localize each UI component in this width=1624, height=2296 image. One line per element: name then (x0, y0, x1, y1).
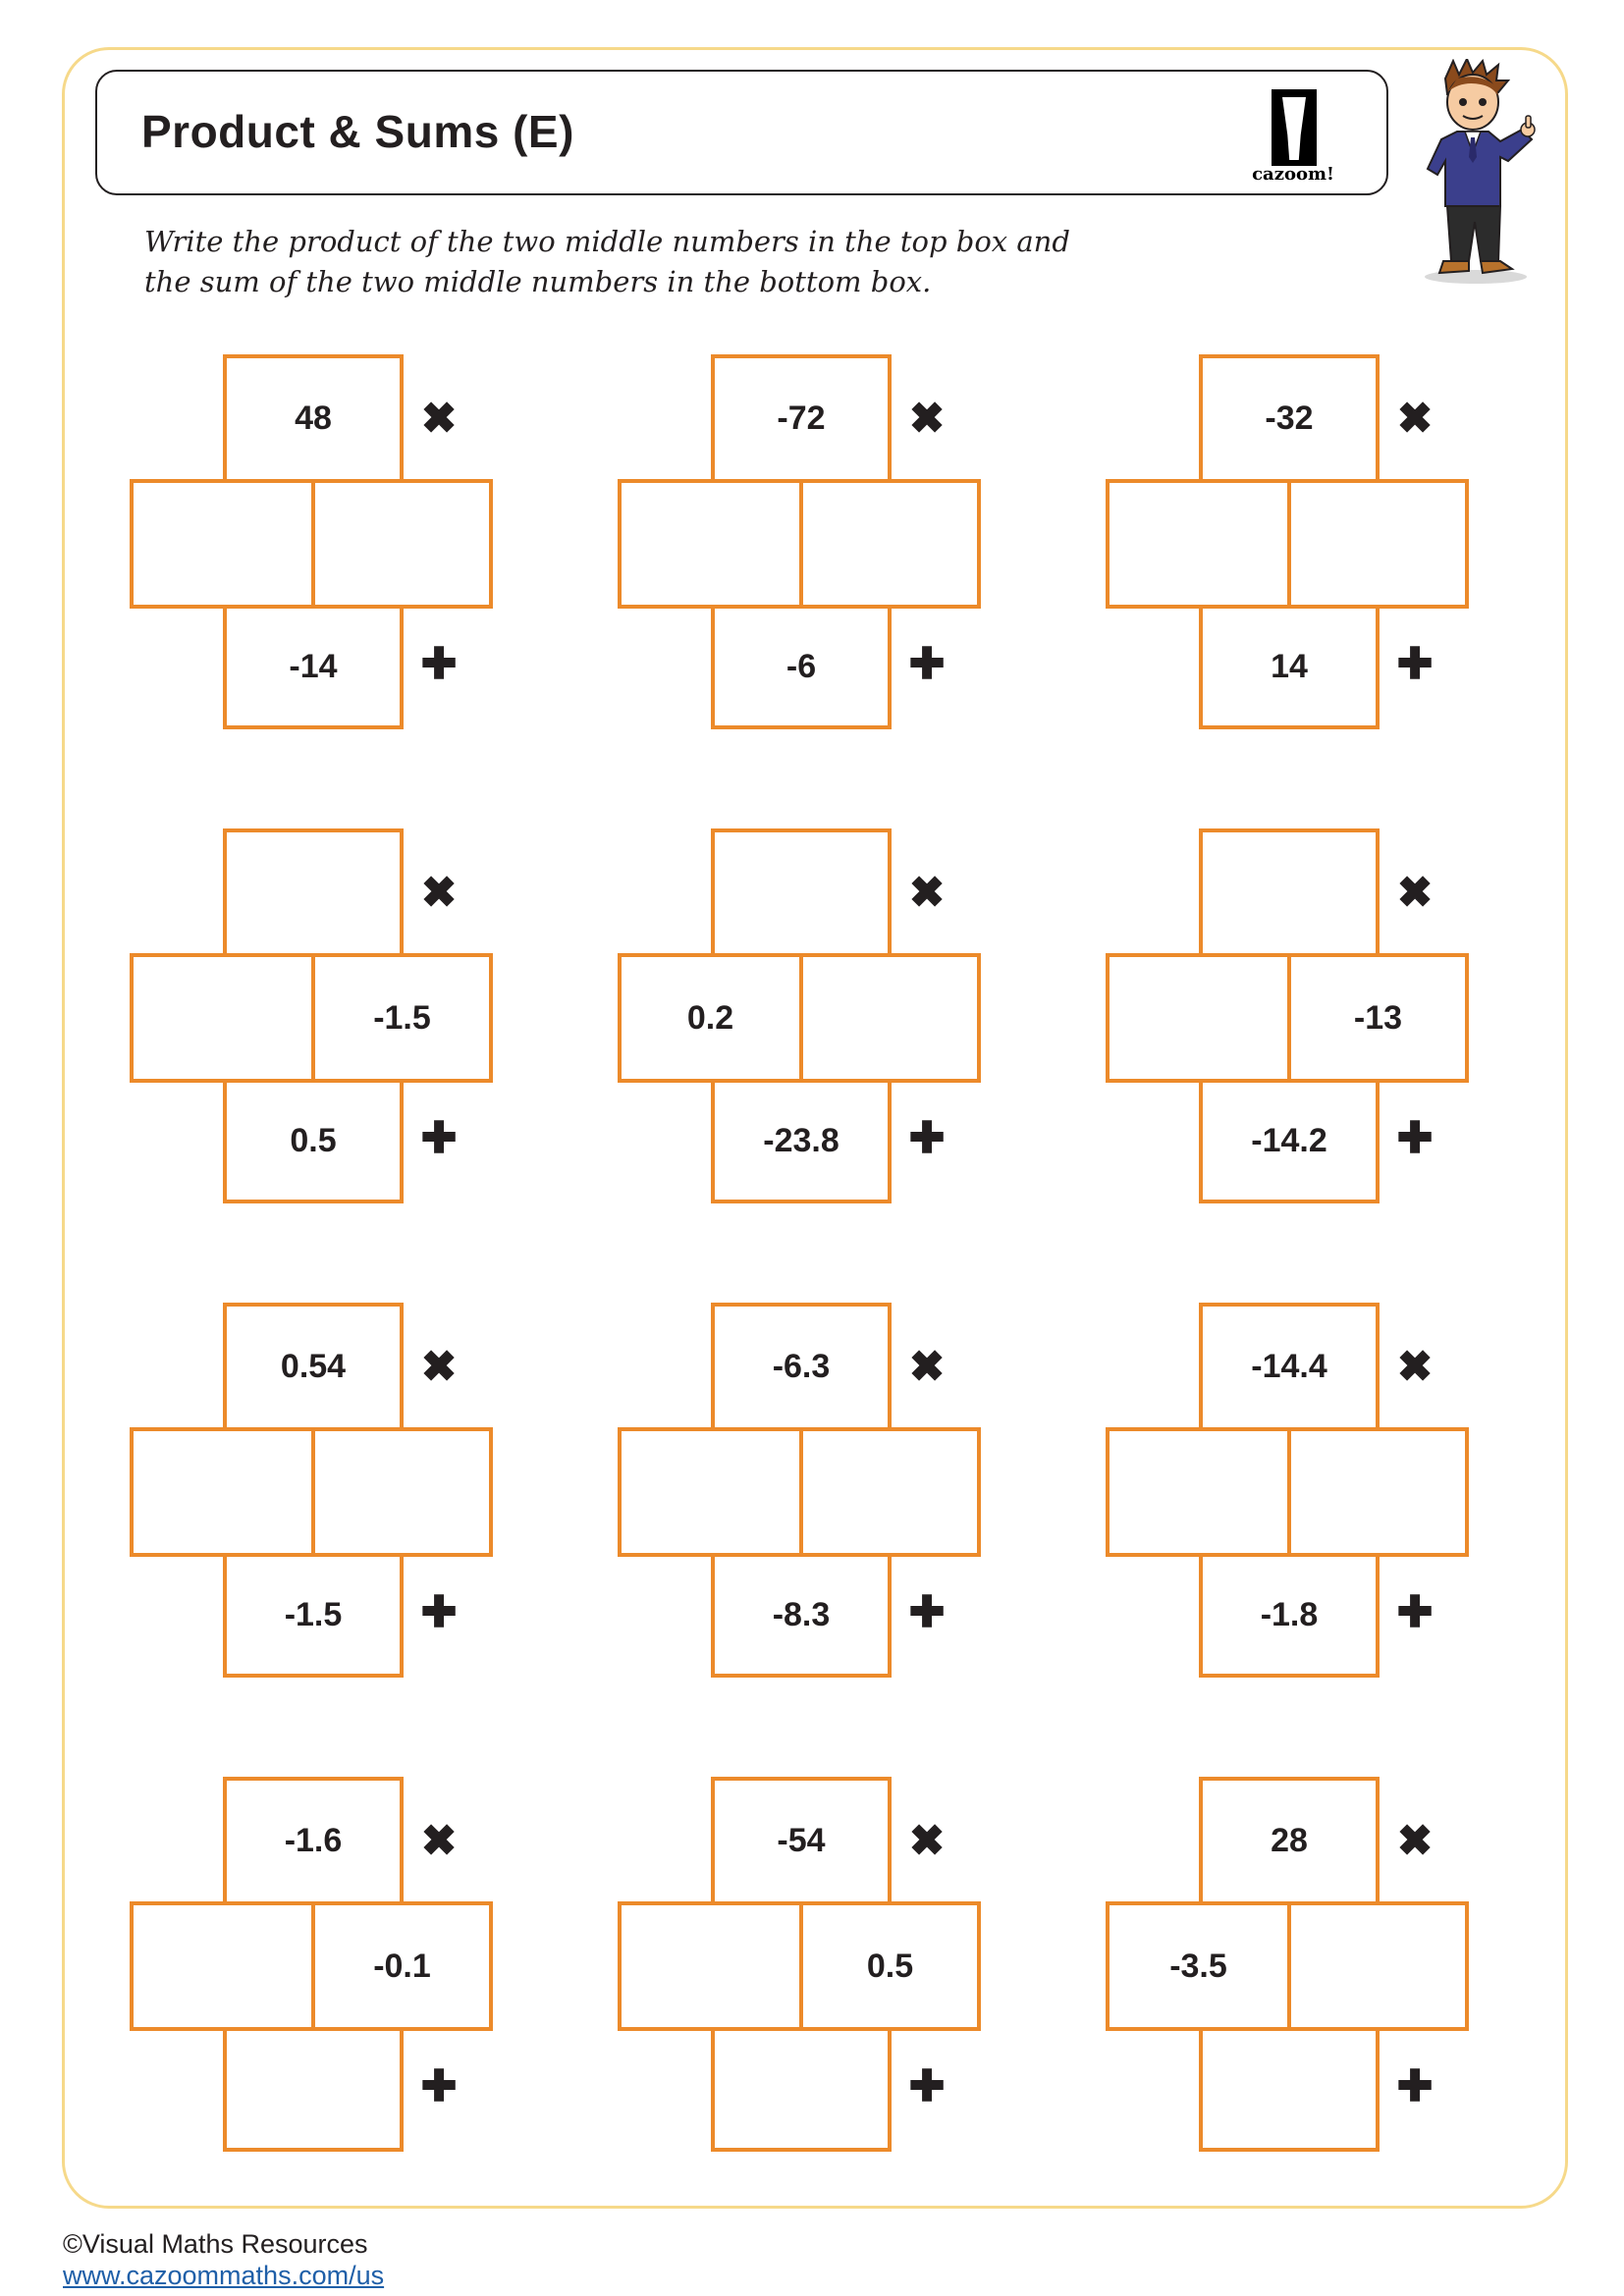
right-middle-box[interactable] (1287, 1427, 1469, 1557)
product-box[interactable] (711, 828, 892, 957)
multiply-icon: ✖ (1396, 1817, 1434, 1865)
instructions-line-1: Write the product of the two middle numbers in the top box and (144, 225, 1070, 258)
product-box[interactable]: -54 (711, 1777, 892, 1905)
left-middle-box[interactable]: 0.2 (618, 953, 803, 1083)
multiply-icon: ✖ (420, 1343, 458, 1391)
left-middle-box[interactable] (618, 479, 803, 609)
puzzle-1 (130, 354, 493, 729)
sum-box[interactable]: -14.2 (1199, 1079, 1380, 1203)
multiply-icon: ✖ (908, 869, 946, 917)
left-middle-box[interactable] (618, 1427, 803, 1557)
product-box[interactable]: 0.54 (223, 1303, 404, 1431)
puzzle-11 (618, 1777, 981, 2152)
multiply-icon: ✖ (908, 1343, 946, 1391)
puzzle-3 (1106, 354, 1469, 729)
multiply-icon: ✖ (420, 869, 458, 917)
puzzle-7 (130, 1303, 493, 1678)
multiply-icon: ✖ (420, 395, 458, 443)
right-middle-box[interactable]: -1.5 (311, 953, 493, 1083)
product-box[interactable]: 28 (1199, 1777, 1380, 1905)
plus-icon: ✚ (420, 1588, 458, 1636)
puzzle-12 (1106, 1777, 1469, 2152)
plus-icon: ✚ (1396, 2062, 1434, 2110)
right-middle-box[interactable] (799, 1427, 981, 1557)
plus-icon: ✚ (420, 2062, 458, 2110)
mascot-boy-illustration (1402, 59, 1549, 287)
plus-icon: ✚ (1396, 1588, 1434, 1636)
right-middle-box[interactable]: -0.1 (311, 1901, 493, 2031)
product-box[interactable]: -14.4 (1199, 1303, 1380, 1431)
title-box (95, 70, 1388, 195)
plus-icon: ✚ (908, 1588, 946, 1636)
sum-box[interactable]: -14 (223, 605, 404, 729)
right-middle-box[interactable] (799, 479, 981, 609)
plus-icon: ✚ (420, 1114, 458, 1162)
product-box[interactable]: -72 (711, 354, 892, 483)
sum-box[interactable]: -6 (711, 605, 892, 729)
sum-box[interactable] (223, 2027, 404, 2152)
sum-box[interactable]: -8.3 (711, 1553, 892, 1678)
sum-box[interactable]: -23.8 (711, 1079, 892, 1203)
left-middle-box[interactable] (130, 479, 315, 609)
product-box[interactable]: -6.3 (711, 1303, 892, 1431)
plus-icon: ✚ (1396, 1114, 1434, 1162)
right-middle-box[interactable]: -13 (1287, 953, 1469, 1083)
copyright-text: ©Visual Maths Resources (63, 2229, 368, 2259)
multiply-icon: ✖ (1396, 1343, 1434, 1391)
footer (63, 2228, 384, 2291)
instructions-line-2: the sum of the two middle numbers in the bottom box. (144, 265, 932, 298)
left-middle-box[interactable]: -3.5 (1106, 1901, 1291, 2031)
multiply-icon: ✖ (1396, 869, 1434, 917)
product-box[interactable] (1199, 828, 1380, 957)
sum-box[interactable] (1199, 2027, 1380, 2152)
sum-box[interactable]: 14 (1199, 605, 1380, 729)
product-box[interactable]: 48 (223, 354, 404, 483)
multiply-icon: ✖ (420, 1817, 458, 1865)
multiply-icon: ✖ (1396, 395, 1434, 443)
multiply-icon: ✖ (908, 1817, 946, 1865)
left-middle-box[interactable] (130, 1427, 315, 1557)
right-middle-box[interactable] (311, 479, 493, 609)
puzzle-6 (1106, 828, 1469, 1203)
plus-icon: ✚ (908, 1114, 946, 1162)
product-box[interactable]: -1.6 (223, 1777, 404, 1905)
puzzle-9 (1106, 1303, 1469, 1678)
plus-icon: ✚ (1396, 640, 1434, 688)
sum-box[interactable]: -1.5 (223, 1553, 404, 1678)
cazoom-logo (1244, 89, 1342, 184)
logo-text: cazoom! (1252, 164, 1334, 185)
product-box[interactable] (223, 828, 404, 957)
puzzle-8 (618, 1303, 981, 1678)
right-middle-box[interactable]: 0.5 (799, 1901, 981, 2031)
puzzle-4 (130, 828, 493, 1203)
right-middle-box[interactable] (799, 953, 981, 1083)
plus-icon: ✚ (908, 2062, 946, 2110)
left-middle-box[interactable] (618, 1901, 803, 2031)
right-middle-box[interactable] (1287, 1901, 1469, 2031)
sum-box[interactable] (711, 2027, 892, 2152)
right-middle-box[interactable] (311, 1427, 493, 1557)
sum-box[interactable]: 0.5 (223, 1079, 404, 1203)
left-middle-box[interactable] (1106, 479, 1291, 609)
plus-icon: ✚ (420, 640, 458, 688)
left-middle-box[interactable] (1106, 953, 1291, 1083)
puzzle-2 (618, 354, 981, 729)
multiply-icon: ✖ (908, 395, 946, 443)
right-middle-box[interactable] (1287, 479, 1469, 609)
instructions (144, 222, 1323, 302)
sum-box[interactable]: -1.8 (1199, 1553, 1380, 1678)
plus-icon: ✚ (908, 640, 946, 688)
page-title: Product & Sums (E) (141, 106, 574, 157)
puzzle-5 (618, 828, 981, 1203)
logo-mark-icon (1272, 89, 1317, 166)
product-box[interactable]: -32 (1199, 354, 1380, 483)
left-middle-box[interactable] (130, 953, 315, 1083)
website-link[interactable]: www.cazoommaths.com/us (63, 2261, 385, 2290)
left-middle-box[interactable] (130, 1901, 315, 2031)
puzzle-10 (130, 1777, 493, 2152)
left-middle-box[interactable] (1106, 1427, 1291, 1557)
